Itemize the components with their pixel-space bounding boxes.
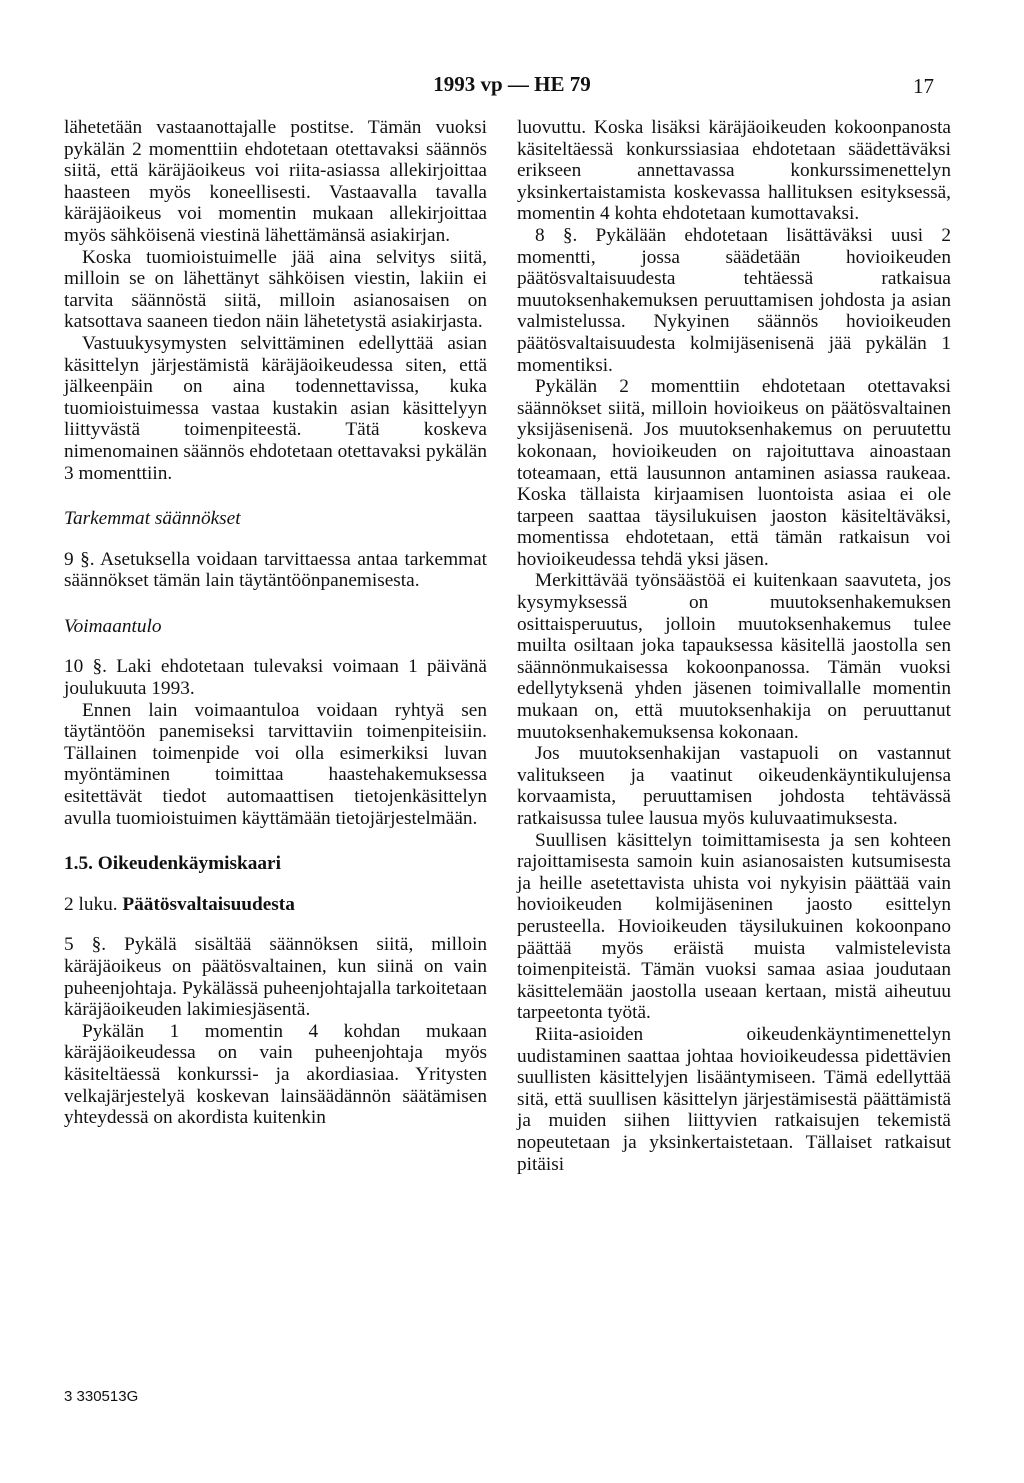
paragraph: 5 §. Pykälä sisältää säännöksen siitä, milloin käräjäoikeus on päätösvaltainen, kun siinä on vain puheenjohtaja. Pykälässä puheenjohtajalla tarkoitetaan käräjäoikeuden lakimiesjäsentä. [64, 934, 487, 1021]
paragraph: lähetetään vastaanottajalle postitse. Tämän vuoksi pykälän 2 momenttiin ehdotetaan otettavaksi säännös siitä, että käräjäoikeus voi riita-asiassa allekirjoittaa haasteen myös koneellisesti. Vastaavalla tavalla käräjäoikeus voi momentin mukaan allekirjoittaa myös sähköisenä viestinä lähettämänsä asiakirjan. [64, 117, 487, 246]
chapter-title: Päätösvaltaisuudesta [122, 893, 295, 915]
paragraph: Suullisen käsittelyn toimittamisesta ja sen kohteen rajoittamisesta samoin kuin asianosaisten kutsumisesta ja heille asetettavista uhista voi nykyisin päättää vain hovioikeuden kolmijäseninen jaosto esittelyn perusteella. Hovioikeuden täysilukuinen kokoonpano päättää myös eräistä muista valmistelevista toimenpiteistä. Tämän vuoksi samaa asiaa joudutaan käsittelemään jaostolla useaan kertaan, mistä aiheutuu tarpeetonta työtä. [517, 829, 951, 1024]
page-number: 17 [913, 74, 934, 98]
paragraph: Riita-asioiden oikeudenkäyntimenettelyn uudistaminen saattaa johtaa hovioikeudessa pidettävien suullisten käsittelyjen lisääntymiseen. Tämä edellyttää sitä, että suullisen käsittelyn järjestämisestä päättämistä ja muiden siihen liittyvien ratkaisujen tekemistä nopeutetaan ja yksinkertaistetaan. Tällaiset ratkaisut pitäisi [517, 1023, 951, 1175]
running-header: 1993 vp — HE 79 [433, 72, 591, 96]
subheading-voimaantulo: Voimaantulo [64, 615, 162, 637]
left-column [64, 117, 487, 1129]
right-column [517, 117, 951, 1175]
paragraph: Jos muutoksenhakijan vastapuoli on vastannut valitukseen ja vaatinut oikeudenkäyntikulujensa korvaamista, peruuttamisen johdosta tehtävässä ratkaisussa tulee lausua myös kuluvaatimuksesta. [517, 743, 951, 829]
chapter-heading [64, 894, 487, 916]
paragraph: 9 §. Asetuksella voidaan tarvittaessa antaa tarkemmat säännökset tämän lain täytäntöönpanemisesta. [64, 548, 487, 592]
paragraph: Ennen lain voimaantuloa voidaan ryhtyä sen täytäntöön panemiseksi tarvittaviin toimenpiteisiin. Tällainen toimenpide voi olla esimerkiksi luvan myöntäminen toimittaa haastehakemuksessa esitettävät tiedot automaattisen tietojenkäsittelyn avulla tuomioistuimen käyttämään tietojärjestelmään. [64, 699, 487, 829]
subheading-tarkemmat: Tarkemmat säännökset [64, 508, 241, 530]
paragraph: Merkittävää työnsäästöä ei kuitenkaan saavuteta, jos kysymyksessä on muutoksenhakemuksen osittaisperuutus, jolloin muutoksenhakemus tulee muilta osiltaan joka tapauksessa käsitellä jaostolla sen säännönmukaisessa kokoonpanossa. Tämän vuoksi edellytyksenä yhden jäsenen toimivallalle momentin mukaan on, että muutoksenhakija on peruuttanut muutoksenhakemuksensa kokonaan. [517, 570, 951, 743]
section-heading: 1.5. Oikeudenkäymiskaari [64, 853, 281, 875]
paragraph: 8 §. Pykälään ehdotetaan lisättäväksi uusi 2 momentti, jossa säädetään hovioikeuden päätösvaltaisuudesta tehtäessä ratkaisua muutoksenhakemuksen peruuttamisen johdosta ja asian valmistelussa. Nykyinen säännös hovioikeuden päätösvaltaisuudesta kolmijäsenisenä jää pykälän 1 momentiksi. [517, 224, 951, 376]
paragraph: Pykälän 1 momentin 4 kohdan mukaan käräjäoikeudessa on vain puheenjohtaja myös käsiteltäessä konkurssi- ja akordiasiaa. Yritysten velkajärjestelyä koskevan lainsäädännön säätämisen yhteydessä on akordista kuitenkin [64, 1020, 487, 1129]
footer-code: 3 330513G [64, 1388, 139, 1405]
paragraph: 10 §. Laki ehdotetaan tulevaksi voimaan 1 päivänä joulukuuta 1993. [64, 656, 487, 700]
paragraph: luovuttu. Koska lisäksi käräjäoikeuden kokoonpanosta käsiteltäessä konkurssiasiaa ehdotetaan säädettäväksi erikseen annettavassa konkurssimenettelyn yksinkertaistamista koskevassa hallituksen esityksessä, momentin 4 kohta ehdotetaan kumottavaksi. [517, 117, 951, 225]
chapter-number: 2 luku. [64, 893, 118, 915]
paragraph: Vastuukysymysten selvittäminen edellyttää asian käsittelyn järjestämistä käräjäoikeudessa siten, että jälkeenpäin on aina todennettavissa, kuka tuomioistuimessa vastaa kustakin asian käsittelyyn liittyvästä toimenpiteestä. Tätä koskeva nimenomainen säännös ehdotetaan otettavaksi pykälän 3 momenttiin. [64, 332, 487, 484]
paragraph: Koska tuomioistuimelle jää aina selvitys siitä, milloin se on lähettänyt sähköisen viestin, lakiin ei tarvita säännöstä siitä, milloin asianosaisen on katsottava saaneen tiedon näin lähetetystä asiakirjasta. [64, 246, 487, 333]
paragraph: Pykälän 2 momenttiin ehdotetaan otettavaksi säännökset siitä, milloin hovioikeus on päätösvaltainen yksijäsenisenä. Jos muutoksenhakemus on peruutettu kokonaan, hovioikeuden on rajoituttava ainoastaan toteamaan, että lausunnon antaminen asiassa raukeaa. Koska tällaista kirjaamisen luontoista asiaa ei ole tarpeen saattaa täysilukuisen jaoston käsiteltäväksi, momentissa ehdotetaan, että tämän ratkaisun voi hovioikeudessa tehdä yksi jäsen. [517, 376, 951, 570]
